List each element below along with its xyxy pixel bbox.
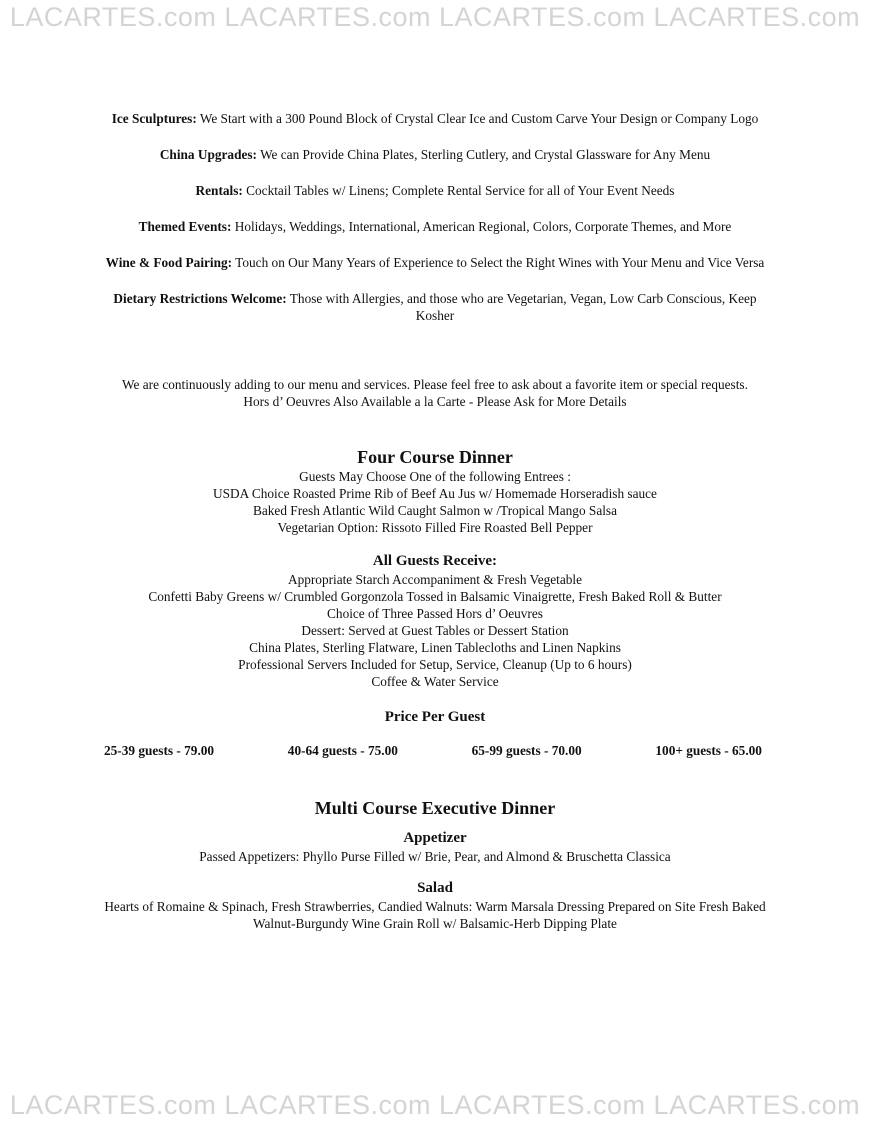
- service-dietary-restrictions: [100, 290, 770, 324]
- service-label: Dietary Restrictions Welcome:: [113, 291, 287, 306]
- entree-intro: Guests May Choose One of the following Entrees :: [299, 469, 571, 484]
- service-text: Touch on Our Many Years of Experience to Select the Right Wines with Your Menu and Vice Versa: [232, 255, 765, 270]
- included-item: Professional Servers Included for Setup, Service, Cleanup (Up to 6 hours): [238, 657, 632, 672]
- service-label: Ice Sculptures:: [111, 111, 197, 126]
- four-course-title: Four Course Dinner: [357, 447, 513, 467]
- included-item: Confetti Baby Greens w/ Crumbled Gorgonzola Tossed in Balsamic Vinaigrette, Fresh Baked Roll & Butter: [148, 589, 722, 604]
- service-text: Cocktail Tables w/ Linens; Complete Rental Service for all of Your Event Needs: [242, 183, 675, 198]
- appetizer-text: Passed Appetizers: Phyllo Purse Filled w/ Brie, Pear, and Almond & Bruschetta Classica: [199, 849, 671, 864]
- price-tier: 25-39 guests - 79.00: [104, 743, 215, 758]
- service-label: China Upgrades:: [159, 147, 257, 162]
- entree-item: Vegetarian Option: Rissoto Filled Fire Roasted Bell Pepper: [277, 520, 593, 535]
- price-title: Price Per Guest: [384, 709, 486, 725]
- service-label: Themed Events:: [138, 219, 232, 234]
- multi-course-title: Multi Course Executive Dinner: [314, 798, 556, 818]
- service-label: Rentals:: [195, 183, 243, 198]
- included-item: Appropriate Starch Accompaniment & Fresh Vegetable: [287, 572, 583, 587]
- price-tier: 40-64 guests - 75.00: [287, 743, 398, 758]
- watermark-bottom: LACARTES.com LACARTES.com LACARTES.com LACARTES.com: [9, 1090, 861, 1120]
- service-wine-food-pairing: [100, 254, 770, 271]
- service-text: Those with Allergies, and those who are Vegetarian, Vegan, Low Carb Conscious, Keep Kosher: [286, 291, 757, 323]
- service-china-upgrades: [100, 146, 770, 163]
- price-tier: 100+ guests - 65.00: [655, 743, 762, 758]
- salad-text: Hearts of Romaine & Spinach, Fresh Strawberries, Candied Walnuts: Warm Marsala Dressing Prepared on Site Fresh Baked Walnut-Burgundy Wine Grain Roll w/ Balsamic-Herb Dipping Plate: [104, 899, 766, 931]
- service-text: We can Provide China Plates, Sterling Cutlery, and Crystal Glassware for Any Menu: [256, 147, 711, 162]
- entree-item: USDA Choice Roasted Prime Rib of Beef Au Jus w/ Homemade Horseradish sauce: [213, 486, 657, 501]
- service-rentals: [100, 182, 770, 199]
- included-item: China Plates, Sterling Flatware, Linen Tablecloths and Linen Napkins: [249, 640, 621, 655]
- included-item: Dessert: Served at Guest Tables or Dessert Station: [301, 623, 569, 638]
- price-tier: 65-99 guests - 70.00: [471, 743, 582, 758]
- price-tiers: [100, 743, 770, 759]
- service-themed-events: [100, 218, 770, 235]
- service-text: We Start with a 300 Pound Block of Crystal Clear Ice and Custom Carve Your Design or Company Logo: [196, 111, 759, 126]
- included-item: Coffee & Water Service: [371, 674, 499, 689]
- note-line-1: We are continuously adding to our menu and services. Please feel free to ask about a favorite item or special requests.: [122, 377, 748, 392]
- service-ice-sculptures: [100, 110, 770, 127]
- note-line-2: Hors d’ Oeuvres Also Available a la Carte - Please Ask for More Details: [243, 394, 627, 409]
- appetizer-title: Appetizer: [403, 830, 467, 846]
- salad-title: Salad: [417, 880, 453, 896]
- all-guests-title: All Guests Receive:: [372, 553, 498, 569]
- included-item: Choice of Three Passed Hors d’ Oeuvres: [327, 606, 543, 621]
- service-text: Holidays, Weddings, International, American Regional, Colors, Corporate Themes, and More: [231, 219, 732, 234]
- entree-item: Baked Fresh Atlantic Wild Caught Salmon w /Tropical Mango Salsa: [253, 503, 617, 518]
- menu-page: [100, 110, 770, 932]
- watermark-top: LACARTES.com LACARTES.com LACARTES.com LACARTES.com: [9, 2, 861, 32]
- service-label: Wine & Food Pairing:: [105, 255, 233, 270]
- menu-note: [100, 376, 770, 410]
